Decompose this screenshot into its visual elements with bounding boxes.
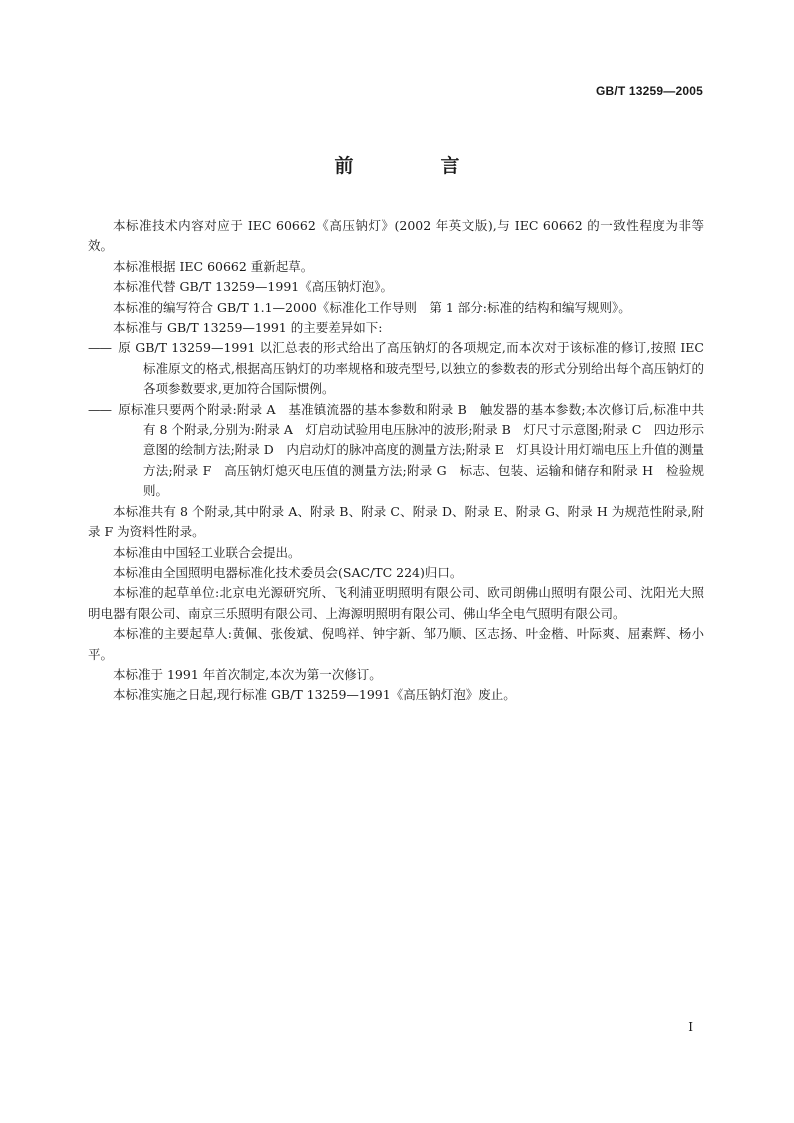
list-item-text: 原标准只要两个附录:附录 A 基准镇流器的基本参数和附录 B 触发器的基本参数;本次修订后,标准中共有 8 个附录,分别为:附录 A 灯启动试验用电压脉冲的波形;附录 B 灯尺寸示意图;附录 C 四边形示意图的绘制方法;附录 D 内启动灯的脉冲高度的测量方法;附录 E 灯具设计用灯端电压上升值的测量方法;附录 F 高压钠灯熄灭电压值的测量方法;附录 G 标志、包装、运输和储存和附录 H 检验规则。: [118, 401, 704, 499]
paragraph-correspondence: 本标准技术内容对应于 IEC 60662《高压钠灯》(2002 年英文版),与 IEC 60662 的一致性程度为非等效。: [88, 218, 704, 254]
page-title: 前 言: [334, 155, 494, 177]
dash-bullet: ——: [88, 401, 111, 417]
paragraph-replaces: 本标准代替 GB/T 13259—1991《高压钠灯泡》。: [113, 279, 393, 295]
paragraph-drafters: 本标准的主要起草人:黄佩、张俊斌、倪鸣祥、钟宇新、邹乃顺、区志扬、叶金楷、叶际爽、屈素辉、杨小平。: [88, 626, 704, 662]
paragraph-redrafted: 本标准根据 IEC 60662 重新起草。: [113, 258, 314, 274]
page-number: I: [688, 1020, 693, 1034]
list-item-text: 原 GB/T 13259—1991 以汇总表的形式给出了高压钠灯的各项规定,而本次对于该标准的修订,按照 IEC 标准原文的格式,根据高压钠灯的功率规格和玻壳型号,以独立的参数表的形式分别给出每个高压钠灯的各项参数要求,更加符合国际惯例。: [118, 340, 704, 397]
paragraph-history: 本标准于 1991 年首次制定,本次为第一次修订。: [113, 666, 382, 682]
paragraph-proposer: 本标准由中国轻工业联合会提出。: [113, 544, 301, 560]
list-item: [88, 400, 704, 502]
list-item: [88, 338, 704, 399]
paragraph-annexes: 本标准共有 8 个附录,其中附录 A、附录 B、附录 C、附录 D、附录 E、附录 G、附录 H 为规范性附录,附录 F 为资料性附录。: [88, 503, 704, 540]
paragraph-abolishment: 本标准实施之日起,现行标准 GB/T 13259—1991《高压钠灯泡》废止。: [113, 687, 516, 703]
dash-bullet: ——: [88, 340, 111, 356]
paragraph-differences-intro: 本标准与 GB/T 13259—1991 的主要差异如下:: [113, 320, 383, 336]
foreword-body: [88, 216, 704, 706]
paragraph-committee: 本标准由全国照明电器标准化技术委员会(SAC/TC 224)归口。: [113, 564, 463, 580]
standard-number: GB/T 13259—2005: [595, 84, 703, 98]
paragraph-drafting-units: 本标准的起草单位:北京电光源研究所、飞利浦亚明照明有限公司、欧司朗佛山照明有限公司、沈阳光大照明电器有限公司、南京三乐照明有限公司、上海源明照明有限公司、佛山华全电气照明有限公司。: [88, 585, 704, 621]
paragraph-drafting-rules: 本标准的编写符合 GB/T 1.1—2000《标准化工作导则 第 1 部分:标准的结构和编写规则》。: [113, 299, 631, 315]
